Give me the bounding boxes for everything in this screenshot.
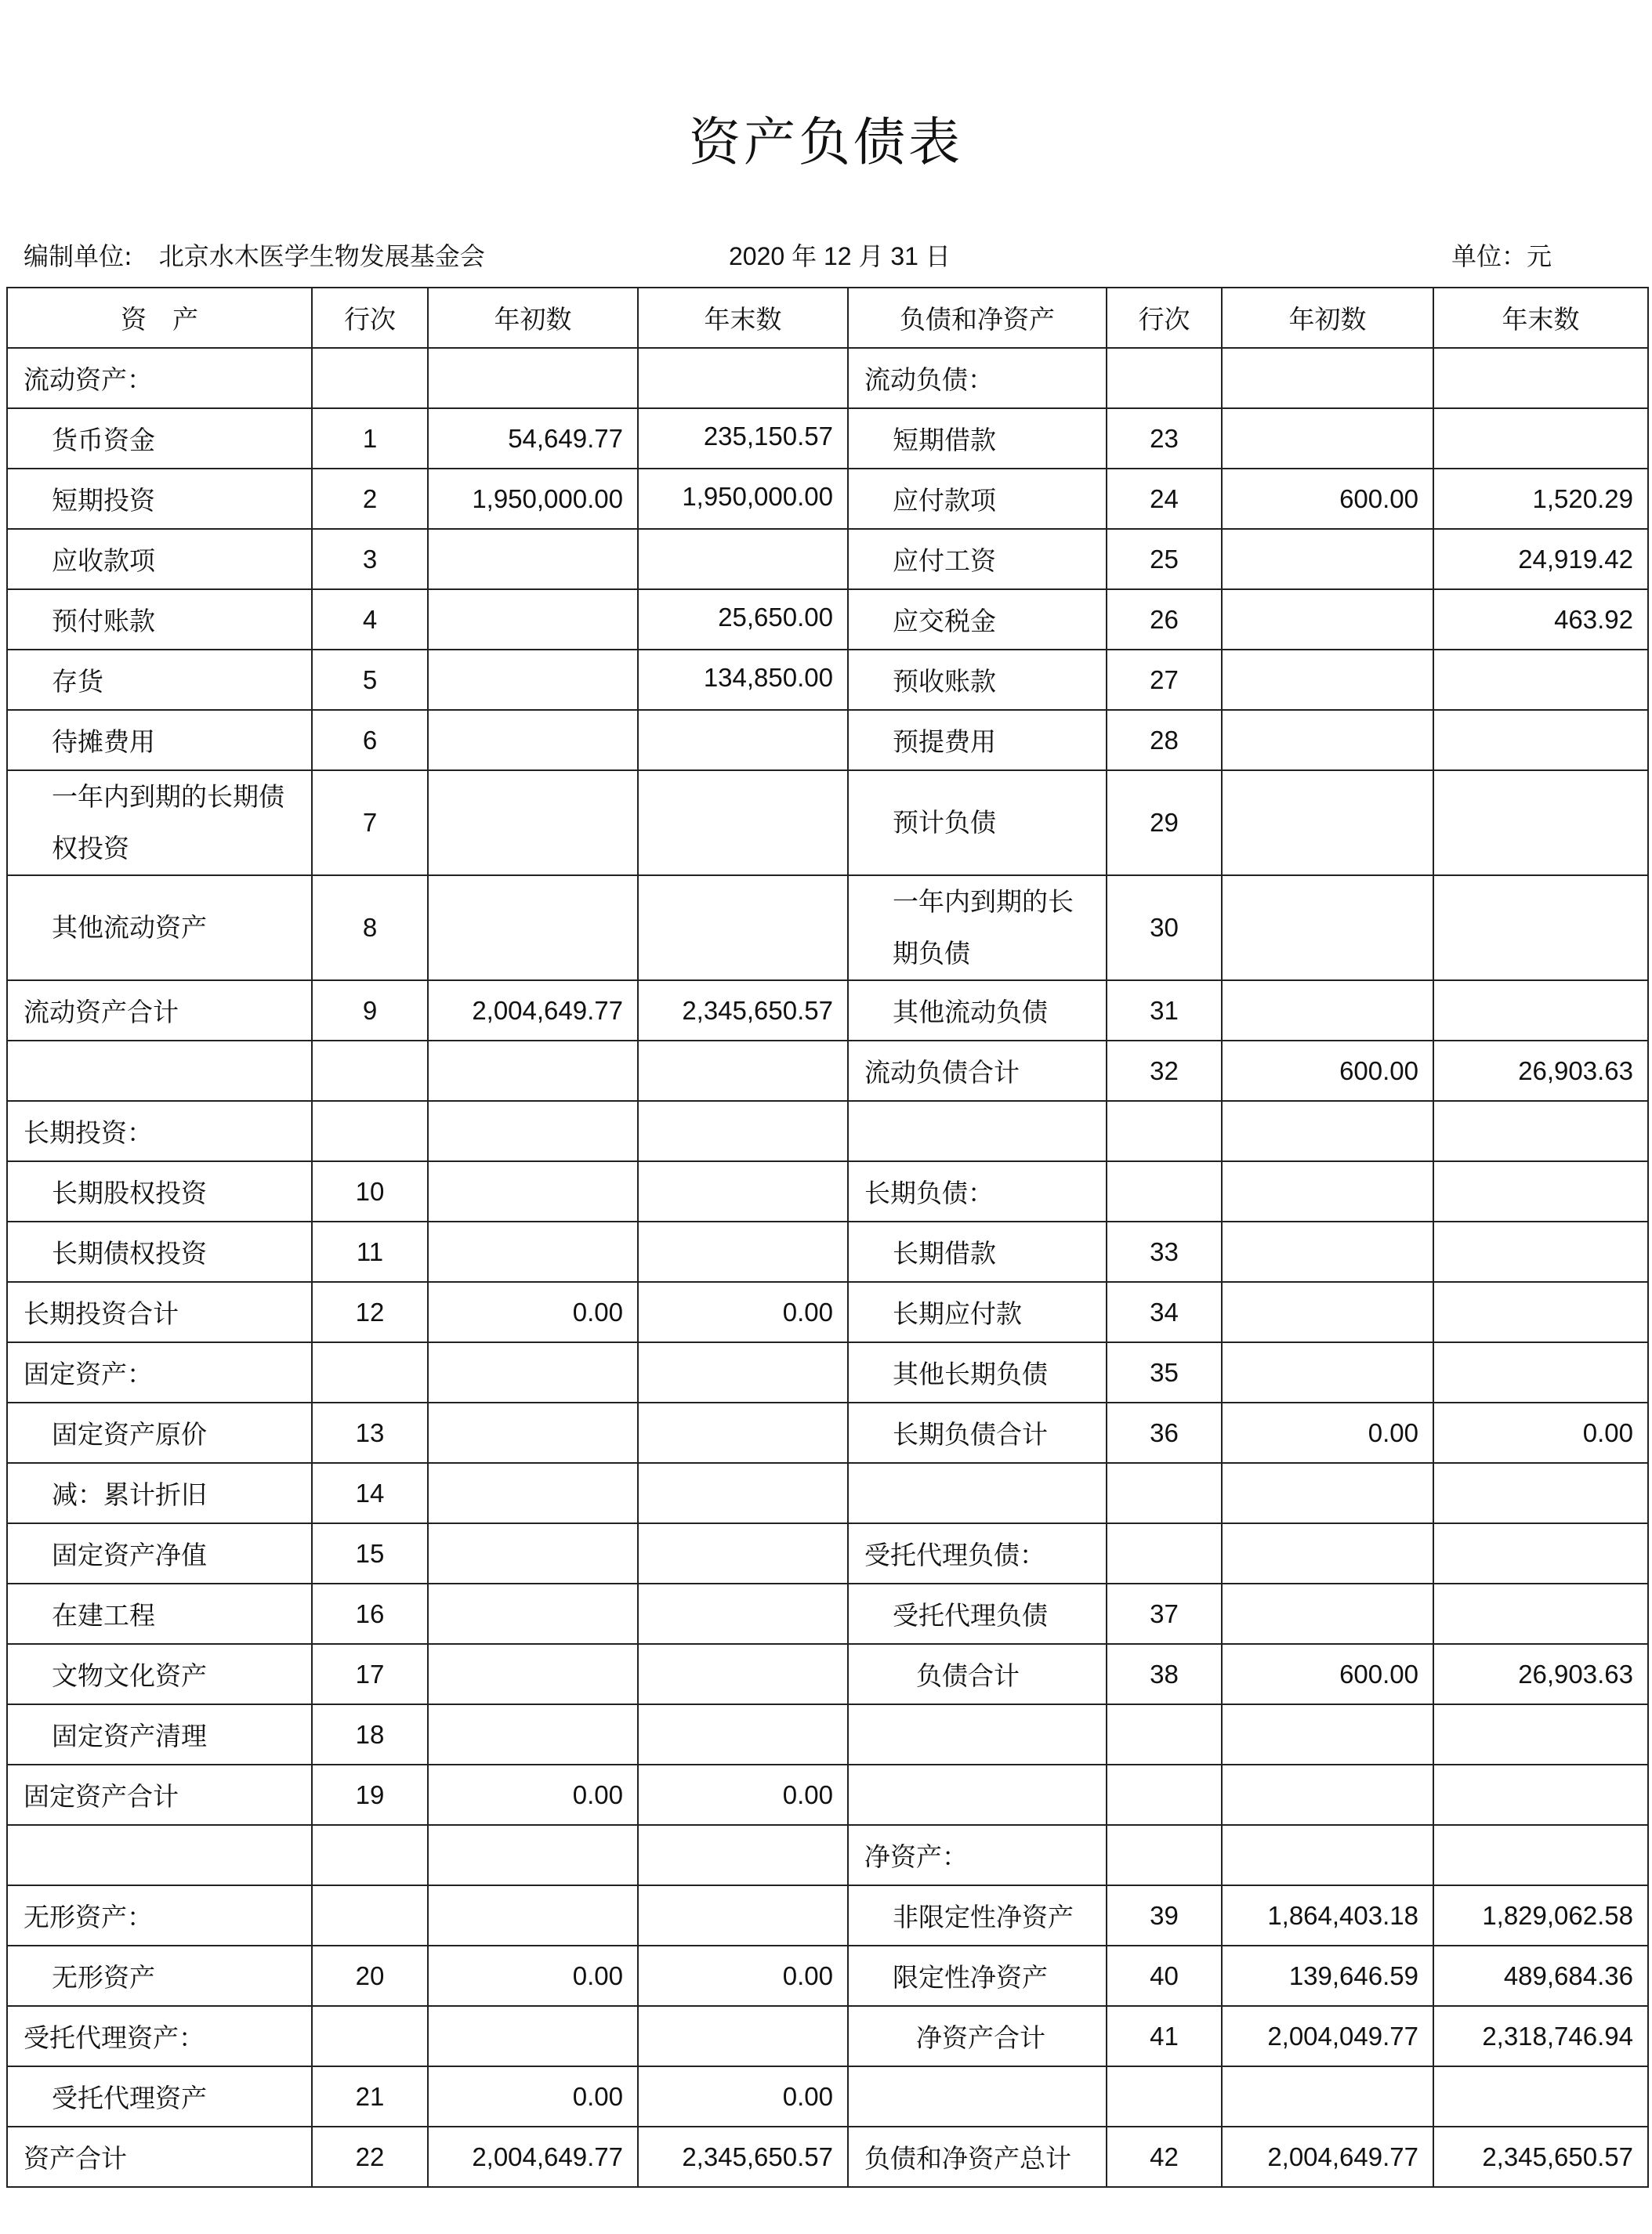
asset-begin-value — [428, 770, 638, 875]
liability-label: 预计负债 — [848, 770, 1107, 875]
liability-label — [848, 2066, 1107, 2127]
currency-unit: 单位：元 — [1451, 241, 1552, 271]
liability-line-no: 26 — [1107, 589, 1222, 650]
liability-begin-value — [1222, 980, 1433, 1041]
liability-end-value: 2,345,650.57 — [1433, 2127, 1648, 2187]
asset-label: 在建工程 — [7, 1584, 312, 1644]
asset-label: 预付账款 — [7, 589, 312, 650]
liability-end-value — [1433, 710, 1648, 770]
liability-line-no: 33 — [1107, 1222, 1222, 1282]
asset-line-no: 8 — [312, 875, 428, 980]
table-row — [7, 2127, 1648, 2187]
table-row — [7, 1885, 1648, 1946]
table-row — [7, 1403, 1648, 1463]
liability-begin-value — [1222, 1704, 1433, 1765]
liability-label: 限定性净资产 — [848, 1946, 1107, 2006]
header-begin: 年初数 — [428, 288, 638, 348]
asset-begin-value: 0.00 — [428, 1282, 638, 1342]
liability-begin-value — [1222, 1463, 1433, 1523]
asset-end-value — [638, 770, 848, 875]
asset-label: 固定资产净值 — [7, 1523, 312, 1584]
asset-end-value — [638, 1463, 848, 1523]
asset-line-no: 15 — [312, 1523, 428, 1584]
liability-end-value — [1433, 980, 1648, 1041]
liability-begin-value — [1222, 1101, 1433, 1161]
liability-line-no — [1107, 1704, 1222, 1765]
asset-begin-value — [428, 348, 638, 408]
asset-end-value — [638, 1644, 848, 1704]
liability-end-value: 1,520.29 — [1433, 469, 1648, 529]
asset-line-no: 7 — [312, 770, 428, 875]
page-title: 资产负债表 — [689, 112, 963, 172]
asset-begin-value — [428, 710, 638, 770]
asset-end-value: 2,345,650.57 — [638, 980, 848, 1041]
asset-line-no: 21 — [312, 2066, 428, 2127]
asset-line-no — [312, 348, 428, 408]
table-row — [7, 2006, 1648, 2066]
asset-line-no: 3 — [312, 529, 428, 589]
liability-label: 长期借款 — [848, 1222, 1107, 1282]
liability-line-no: 39 — [1107, 1885, 1222, 1946]
liability-begin-value: 2,004,649.77 — [1222, 2127, 1433, 2187]
liability-end-value — [1433, 348, 1648, 408]
asset-label: 无形资产： — [7, 1885, 312, 1946]
liability-end-value: 24,919.42 — [1433, 529, 1648, 589]
asset-begin-value — [428, 1161, 638, 1222]
liability-line-no: 25 — [1107, 529, 1222, 589]
liability-end-value: 463.92 — [1433, 589, 1648, 650]
liability-label — [848, 1463, 1107, 1523]
table-row — [7, 1161, 1648, 1222]
liability-label: 预收账款 — [848, 650, 1107, 710]
header-begin-2: 年初数 — [1222, 288, 1433, 348]
asset-begin-value — [428, 1704, 638, 1765]
liability-end-value — [1433, 1222, 1648, 1282]
asset-line-no: 13 — [312, 1403, 428, 1463]
liability-line-no — [1107, 348, 1222, 408]
liability-line-no: 40 — [1107, 1946, 1222, 2006]
table-row — [7, 1523, 1648, 1584]
table-row — [7, 650, 1648, 710]
liability-begin-value: 2,004,049.77 — [1222, 2006, 1433, 2066]
liability-line-no — [1107, 1463, 1222, 1523]
liability-end-value — [1433, 1282, 1648, 1342]
liability-end-value — [1433, 408, 1648, 469]
asset-label: 长期投资： — [7, 1101, 312, 1161]
asset-line-no: 22 — [312, 2127, 428, 2187]
table-row — [7, 875, 1648, 980]
liability-begin-value — [1222, 650, 1433, 710]
organization-info — [24, 237, 485, 273]
asset-label: 短期投资 — [7, 469, 312, 529]
liability-begin-value — [1222, 408, 1433, 469]
asset-begin-value — [428, 589, 638, 650]
liability-end-value — [1433, 1765, 1648, 1825]
asset-label: 长期投资合计 — [7, 1282, 312, 1342]
table-row — [7, 1946, 1648, 2006]
liability-line-no: 37 — [1107, 1584, 1222, 1644]
balance-sheet-table — [6, 287, 1649, 2188]
liability-label — [848, 1704, 1107, 1765]
liability-line-no: 36 — [1107, 1403, 1222, 1463]
table-row — [7, 1463, 1648, 1523]
header-asset: 资 产 — [7, 288, 312, 348]
liability-line-no — [1107, 2066, 1222, 2127]
liability-begin-value: 139,646.59 — [1222, 1946, 1433, 2006]
asset-end-value — [638, 1342, 848, 1403]
asset-label — [7, 1041, 312, 1101]
asset-begin-value — [428, 1584, 638, 1644]
organization-name: 北京水木医学生物发展基金会 — [158, 241, 485, 271]
table-row — [7, 408, 1648, 469]
asset-begin-value — [428, 1885, 638, 1946]
liability-end-value — [1433, 1704, 1648, 1765]
asset-label: 一年内到期的长期债权投资 — [7, 770, 312, 875]
liability-line-no — [1107, 1765, 1222, 1825]
asset-begin-value: 0.00 — [428, 2066, 638, 2127]
asset-begin-value — [428, 650, 638, 710]
table-row — [7, 1765, 1648, 1825]
asset-label: 长期股权投资 — [7, 1161, 312, 1222]
liability-end-value: 2,318,746.94 — [1433, 2006, 1648, 2066]
asset-line-no: 20 — [312, 1946, 428, 2006]
liability-label: 受托代理负债 — [848, 1584, 1107, 1644]
liability-begin-value — [1222, 1765, 1433, 1825]
asset-begin-value — [428, 1342, 638, 1403]
liability-line-no — [1107, 1523, 1222, 1584]
asset-end-value — [638, 1101, 848, 1161]
liability-line-no: 42 — [1107, 2127, 1222, 2187]
liability-label: 流动负债合计 — [848, 1041, 1107, 1101]
asset-label: 固定资产： — [7, 1342, 312, 1403]
asset-begin-value — [428, 875, 638, 980]
table-row — [7, 1101, 1648, 1161]
asset-line-no — [312, 1885, 428, 1946]
asset-label: 受托代理资产 — [7, 2066, 312, 2127]
asset-label: 流动资产合计 — [7, 980, 312, 1041]
asset-end-value: 1,950,000.00 — [638, 469, 848, 529]
liability-line-no: 38 — [1107, 1644, 1222, 1704]
liability-line-no: 29 — [1107, 770, 1222, 875]
asset-label: 待摊费用 — [7, 710, 312, 770]
asset-line-no: 12 — [312, 1282, 428, 1342]
asset-begin-value — [428, 2006, 638, 2066]
asset-end-value — [638, 1704, 848, 1765]
asset-end-value — [638, 1041, 848, 1101]
asset-label: 资产合计 — [7, 2127, 312, 2187]
table-row — [7, 589, 1648, 650]
liability-begin-value — [1222, 1523, 1433, 1584]
asset-line-no: 19 — [312, 1765, 428, 1825]
asset-line-no — [312, 1342, 428, 1403]
asset-line-no: 1 — [312, 408, 428, 469]
liability-line-no: 28 — [1107, 710, 1222, 770]
liability-begin-value — [1222, 1161, 1433, 1222]
liability-end-value — [1433, 650, 1648, 710]
asset-end-value — [638, 875, 848, 980]
asset-begin-value: 0.00 — [428, 1765, 638, 1825]
asset-end-value — [638, 1222, 848, 1282]
asset-end-value: 0.00 — [638, 1282, 848, 1342]
asset-label: 应收款项 — [7, 529, 312, 589]
liability-begin-value: 0.00 — [1222, 1403, 1433, 1463]
liability-label: 净资产合计 — [848, 2006, 1107, 2066]
liability-end-value: 1,829,062.58 — [1433, 1885, 1648, 1946]
liability-begin-value — [1222, 770, 1433, 875]
asset-end-value: 25,650.00 — [638, 589, 848, 650]
asset-line-no: 14 — [312, 1463, 428, 1523]
asset-line-no: 18 — [312, 1704, 428, 1765]
asset-begin-value — [428, 1403, 638, 1463]
asset-end-value — [638, 1403, 848, 1463]
liability-line-no: 23 — [1107, 408, 1222, 469]
asset-line-no — [312, 1101, 428, 1161]
asset-begin-value — [428, 1644, 638, 1704]
asset-end-value: 134,850.00 — [638, 650, 848, 710]
organization-label: 编制单位: — [24, 241, 132, 271]
liability-line-no — [1107, 1825, 1222, 1885]
table-row — [7, 1644, 1648, 1704]
liability-label — [848, 1765, 1107, 1825]
table-row — [7, 770, 1648, 875]
asset-label: 存货 — [7, 650, 312, 710]
asset-end-value — [638, 1523, 848, 1584]
asset-label: 流动资产： — [7, 348, 312, 408]
asset-end-value — [638, 1885, 848, 1946]
asset-label: 固定资产合计 — [7, 1765, 312, 1825]
asset-label: 长期债权投资 — [7, 1222, 312, 1282]
liability-begin-value: 600.00 — [1222, 469, 1433, 529]
asset-line-no: 6 — [312, 710, 428, 770]
asset-label: 受托代理资产： — [7, 2006, 312, 2066]
header-liability: 负债和净资产 — [848, 288, 1107, 348]
asset-end-value: 2,345,650.57 — [638, 2127, 848, 2187]
liability-label: 应交税金 — [848, 589, 1107, 650]
liability-begin-value — [1222, 1342, 1433, 1403]
liability-label — [848, 1101, 1107, 1161]
liability-begin-value — [1222, 529, 1433, 589]
liability-begin-value: 600.00 — [1222, 1041, 1433, 1101]
table-row — [7, 980, 1648, 1041]
liability-line-no: 24 — [1107, 469, 1222, 529]
asset-label — [7, 1825, 312, 1885]
liability-label: 负债合计 — [848, 1644, 1107, 1704]
liability-line-no: 31 — [1107, 980, 1222, 1041]
liability-begin-value — [1222, 348, 1433, 408]
asset-line-no — [312, 1041, 428, 1101]
liability-begin-value — [1222, 2066, 1433, 2127]
header-end: 年末数 — [638, 288, 848, 348]
liability-label: 非限定性净资产 — [848, 1885, 1107, 1946]
table-row — [7, 469, 1648, 529]
asset-end-value — [638, 1584, 848, 1644]
asset-line-no: 16 — [312, 1584, 428, 1644]
asset-end-value: 235,150.57 — [638, 408, 848, 469]
liability-label: 一年内到期的长期负债 — [848, 875, 1107, 980]
liability-begin-value — [1222, 875, 1433, 980]
liability-end-value — [1433, 1825, 1648, 1885]
header-line-no-2: 行次 — [1107, 288, 1222, 348]
liability-line-no: 34 — [1107, 1282, 1222, 1342]
liability-label: 长期负债： — [848, 1161, 1107, 1222]
asset-label: 固定资产清理 — [7, 1704, 312, 1765]
asset-line-no — [312, 2006, 428, 2066]
asset-line-no: 5 — [312, 650, 428, 710]
asset-end-value — [638, 1161, 848, 1222]
asset-line-no: 9 — [312, 980, 428, 1041]
asset-end-value — [638, 710, 848, 770]
liability-line-no: 30 — [1107, 875, 1222, 980]
asset-line-no — [312, 1825, 428, 1885]
liability-begin-value: 1,864,403.18 — [1222, 1885, 1433, 1946]
asset-line-no: 11 — [312, 1222, 428, 1282]
liability-label: 受托代理负债： — [848, 1523, 1107, 1584]
asset-begin-value: 2,004,649.77 — [428, 980, 638, 1041]
liability-label: 应付工资 — [848, 529, 1107, 589]
header-line-no: 行次 — [312, 288, 428, 348]
asset-begin-value: 0.00 — [428, 1946, 638, 2006]
asset-begin-value — [428, 1101, 638, 1161]
liability-label: 长期负债合计 — [848, 1403, 1107, 1463]
liability-end-value — [1433, 1584, 1648, 1644]
liability-end-value: 0.00 — [1433, 1403, 1648, 1463]
table-row — [7, 1222, 1648, 1282]
asset-label: 固定资产原价 — [7, 1403, 312, 1463]
liability-end-value — [1433, 1101, 1648, 1161]
asset-end-value: 0.00 — [638, 1765, 848, 1825]
header-end-2: 年末数 — [1433, 288, 1648, 348]
liability-begin-value: 600.00 — [1222, 1644, 1433, 1704]
liability-label: 净资产： — [848, 1825, 1107, 1885]
table-row — [7, 710, 1648, 770]
asset-line-no: 10 — [312, 1161, 428, 1222]
asset-end-value — [638, 1825, 848, 1885]
liability-label: 短期借款 — [848, 408, 1107, 469]
asset-end-value — [638, 2006, 848, 2066]
table-row — [7, 1041, 1648, 1101]
liability-end-value — [1433, 1463, 1648, 1523]
liability-end-value: 489,684.36 — [1433, 1946, 1648, 2006]
liability-end-value: 26,903.63 — [1433, 1041, 1648, 1101]
asset-begin-value — [428, 529, 638, 589]
liability-line-no: 27 — [1107, 650, 1222, 710]
table-row — [7, 1584, 1648, 1644]
liability-begin-value — [1222, 1825, 1433, 1885]
asset-begin-value — [428, 1463, 638, 1523]
asset-line-no: 2 — [312, 469, 428, 529]
asset-begin-value: 2,004,649.77 — [428, 2127, 638, 2187]
asset-line-no: 17 — [312, 1644, 428, 1704]
asset-label: 货币资金 — [7, 408, 312, 469]
table-row — [7, 1825, 1648, 1885]
table-row — [7, 1342, 1648, 1403]
table-row — [7, 2066, 1648, 2127]
liability-begin-value — [1222, 1222, 1433, 1282]
asset-end-value — [638, 529, 848, 589]
liability-end-value — [1433, 875, 1648, 980]
liability-end-value: 26,903.63 — [1433, 1644, 1648, 1704]
asset-end-value — [638, 348, 848, 408]
asset-begin-value — [428, 1825, 638, 1885]
asset-end-value: 0.00 — [638, 1946, 848, 2006]
liability-label: 长期应付款 — [848, 1282, 1107, 1342]
liability-begin-value — [1222, 1282, 1433, 1342]
liability-label: 负债和净资产总计 — [848, 2127, 1107, 2187]
liability-end-value — [1433, 2066, 1648, 2127]
liability-label: 流动负债： — [848, 348, 1107, 408]
liability-label: 应付款项 — [848, 469, 1107, 529]
table-row — [7, 529, 1648, 589]
asset-label: 无形资产 — [7, 1946, 312, 2006]
asset-begin-value: 54,649.77 — [428, 408, 638, 469]
table-row — [7, 1282, 1648, 1342]
liability-begin-value — [1222, 710, 1433, 770]
table-row — [7, 348, 1648, 408]
liability-end-value — [1433, 770, 1648, 875]
asset-begin-value: 1,950,000.00 — [428, 469, 638, 529]
liability-end-value — [1433, 1161, 1648, 1222]
table-row — [7, 1704, 1648, 1765]
liability-end-value — [1433, 1523, 1648, 1584]
liability-line-no: 35 — [1107, 1342, 1222, 1403]
report-date: 2020 年 12 月 31 日 — [729, 242, 951, 270]
liability-begin-value — [1222, 1584, 1433, 1644]
table-header-row — [7, 288, 1648, 348]
liability-line-no — [1107, 1161, 1222, 1222]
liability-line-no: 32 — [1107, 1041, 1222, 1101]
asset-label: 减：累计折旧 — [7, 1463, 312, 1523]
liability-label: 其他长期负债 — [848, 1342, 1107, 1403]
asset-end-value: 0.00 — [638, 2066, 848, 2127]
liability-label: 预提费用 — [848, 710, 1107, 770]
asset-begin-value — [428, 1523, 638, 1584]
liability-label: 其他流动负债 — [848, 980, 1107, 1041]
asset-label: 文物文化资产 — [7, 1644, 312, 1704]
asset-line-no: 4 — [312, 589, 428, 650]
asset-begin-value — [428, 1041, 638, 1101]
asset-label: 其他流动资产 — [7, 875, 312, 980]
liability-line-no: 41 — [1107, 2006, 1222, 2066]
liability-end-value — [1433, 1342, 1648, 1403]
liability-line-no — [1107, 1101, 1222, 1161]
asset-begin-value — [428, 1222, 638, 1282]
liability-begin-value — [1222, 589, 1433, 650]
